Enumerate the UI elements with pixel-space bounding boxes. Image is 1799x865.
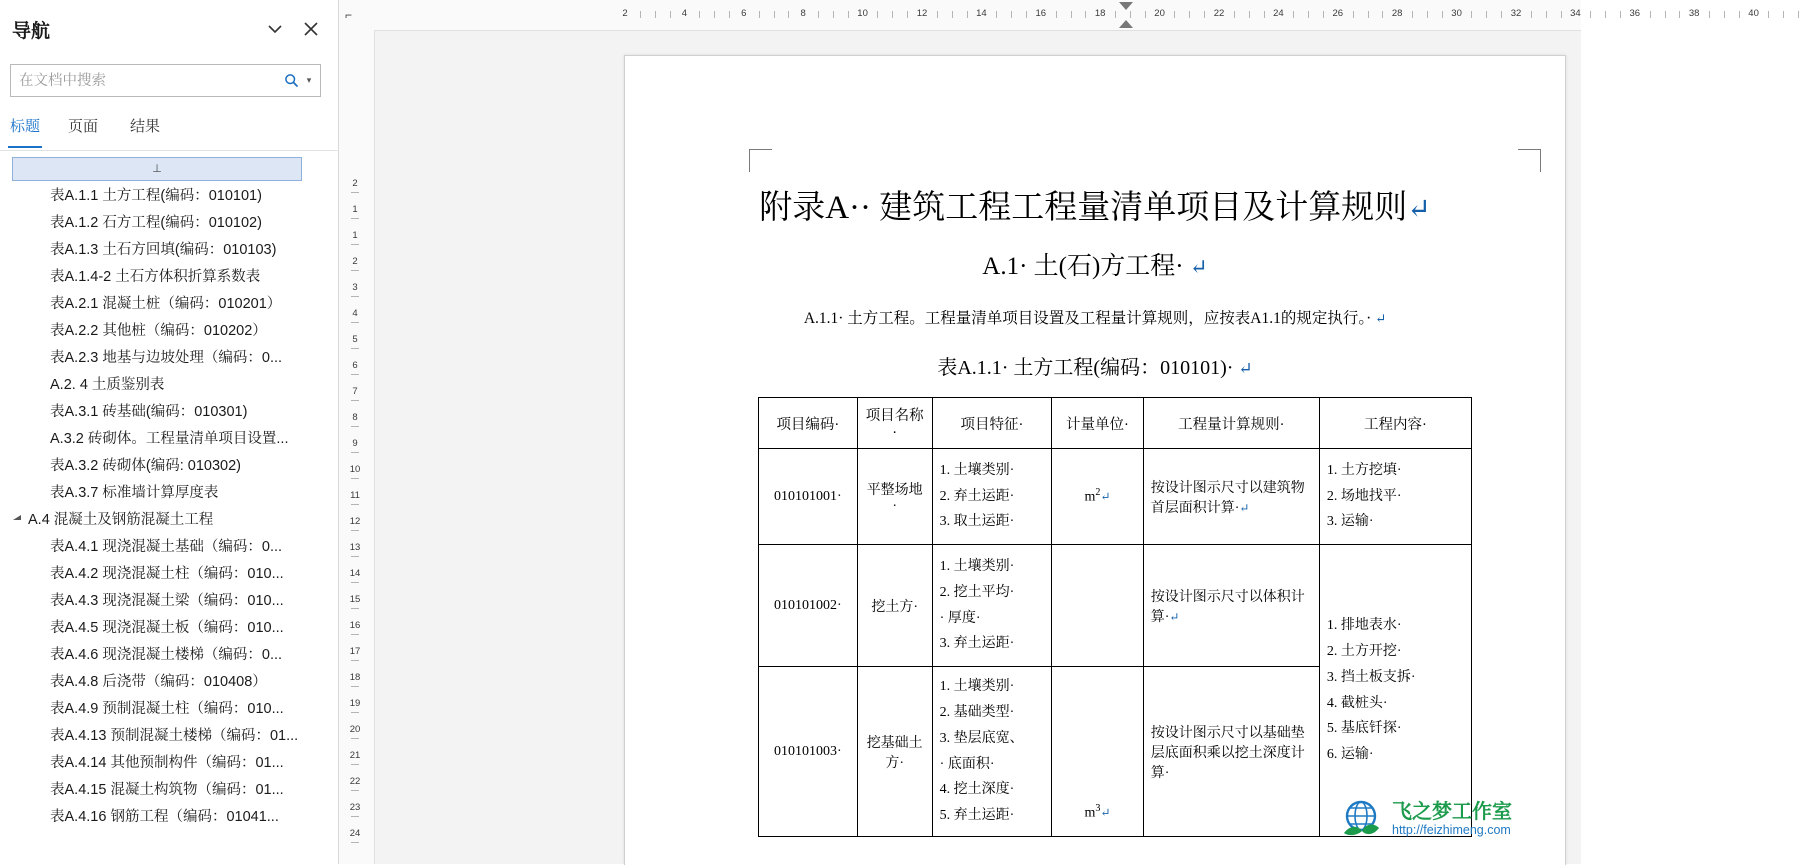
ruler-tick-label: 18 xyxy=(1094,8,1106,19)
ruler-tick xyxy=(1249,11,1250,18)
list-item[interactable]: 表A.1.1 土方工程(编码：010101) xyxy=(50,188,262,204)
list-item[interactable]: 表A.4.2 现浇混凝土柱（编码：010... xyxy=(50,566,284,582)
table-header-cell: 工程内容· xyxy=(1319,398,1471,449)
ruler-tick xyxy=(937,11,938,18)
content-line: 5. 基底钎探· xyxy=(1326,721,1402,737)
pilcrow-icon: ↵ xyxy=(1238,359,1253,378)
ruler-tick-label: 24 xyxy=(1273,8,1284,19)
ruler-tick xyxy=(1115,11,1116,18)
document-heading-1-text: 附录A·· 建筑工程工程量清单项目及计算规则 xyxy=(759,190,1408,226)
table-header-cell: 计量单位· xyxy=(1052,398,1144,449)
ruler-tick xyxy=(351,322,359,323)
table-cell-features xyxy=(932,449,1052,545)
ruler-tick xyxy=(952,11,953,18)
table-cell-name: 挖土方· xyxy=(857,545,932,667)
ruler-tick-label: 2 xyxy=(352,178,358,189)
ruler-tick xyxy=(1724,11,1725,18)
ruler-tick-label: 1 xyxy=(352,230,358,241)
ruler-tick-label: 32 xyxy=(1510,8,1522,19)
ruler-tick-label: 15 xyxy=(349,594,361,605)
ruler-tick xyxy=(655,11,656,18)
ruler-tick xyxy=(1056,11,1057,18)
table-row xyxy=(759,449,1472,545)
globe-icon xyxy=(1338,795,1384,841)
table-header-cell: 项目特征· xyxy=(932,398,1052,449)
list-item[interactable]: 表A.4.8 后浇带（编码：010408） xyxy=(50,674,267,690)
table-cell-code: 010101003· xyxy=(759,667,858,837)
ruler-tick xyxy=(877,11,878,18)
ruler-tick xyxy=(1709,11,1710,18)
ruler-tick xyxy=(1145,11,1146,18)
table-cell-name: 平整场地· xyxy=(857,449,932,545)
content-line: 2. 场地找平· xyxy=(1326,488,1402,504)
document-paragraph xyxy=(625,306,1565,328)
ruler-tick-label: 6 xyxy=(741,8,747,19)
document-heading-2 xyxy=(625,246,1565,282)
ruler-tick-label: 2 xyxy=(352,256,358,267)
ruler-tick xyxy=(1368,11,1369,18)
divider xyxy=(0,150,339,151)
list-item[interactable]: 表A.4.1 现浇混凝土基础（编码：0... xyxy=(50,539,283,555)
content-line: 6. 运输· xyxy=(1326,747,1374,763)
ruler-tick xyxy=(759,11,760,18)
unit-base: m xyxy=(1084,489,1096,505)
ruler-tick xyxy=(640,11,641,18)
ruler-tick xyxy=(1085,11,1086,18)
content-line: 3. 挡土板支拆· xyxy=(1326,669,1416,685)
navigation-tabs xyxy=(0,112,339,146)
ruler-corner-icon[interactable]: ⌐ xyxy=(345,8,353,22)
tab-results[interactable]: 结果 xyxy=(129,118,160,135)
document-paragraph-text: A.1.1· 土方工程。工程量清单项目设置及工程量计算规则，应按表A1.1的规定执行。· xyxy=(803,310,1372,327)
table-cell-name: 挖基础土方· xyxy=(857,667,932,837)
feature-line: 3. 取土运距· xyxy=(939,514,1015,530)
ruler-tick-label: 24 xyxy=(349,828,361,839)
ruler-tick xyxy=(351,374,359,375)
ruler-tick-label: 14 xyxy=(976,8,987,19)
ruler-tick-label: 1 xyxy=(352,204,358,215)
ruler-tick xyxy=(1531,11,1532,18)
chevron-expanded-icon[interactable] xyxy=(12,507,22,534)
feature-line: 2. 基础类型· xyxy=(939,704,1015,720)
search-options-chevron-down-icon[interactable]: ▾ xyxy=(306,75,312,85)
list-item[interactable] xyxy=(12,157,302,181)
ruler-tick xyxy=(351,790,359,791)
ruler-tick-label: 19 xyxy=(349,698,361,709)
ruler-tick xyxy=(1130,11,1131,18)
ruler-tick-label: 10 xyxy=(349,464,361,475)
content-line: 4. 截桩头· xyxy=(1326,695,1388,711)
ruler-tick xyxy=(351,478,359,479)
list-item[interactable]: 表A.1.3 土石方回填(编码：010103) xyxy=(50,242,277,258)
ruler-tick xyxy=(351,426,359,427)
ruler-tick-label: 6 xyxy=(352,360,358,371)
ruler-tick xyxy=(848,11,849,18)
ruler-tick xyxy=(1501,11,1502,18)
ruler-tick xyxy=(1768,11,1769,18)
list-item[interactable]: A.3.2 砖砌体。工程量清单项目设置... xyxy=(50,431,289,447)
feature-line: 3. 垫层底宽、 xyxy=(939,730,1024,746)
ruler-tick xyxy=(818,11,819,18)
watermark xyxy=(1338,793,1553,855)
ruler-tick-label: 26 xyxy=(1332,8,1344,19)
list-item[interactable]: 表A.1.4-2 土石方体积折算系数表 xyxy=(50,269,261,285)
ruler-tick xyxy=(967,11,968,18)
feature-line: 1. 土壤类别· xyxy=(939,462,1015,478)
ruler-tick xyxy=(1546,11,1547,18)
ruler-tick-label: 5 xyxy=(352,334,358,345)
table-cell-unit xyxy=(1052,449,1144,545)
ruler-tick xyxy=(351,452,359,453)
ruler-tick xyxy=(351,738,359,739)
table-cell-features xyxy=(932,545,1052,667)
ruler-tick-label: 9 xyxy=(352,438,358,449)
ruler-tick-label: 16 xyxy=(1035,8,1047,19)
document-heading-1 xyxy=(625,181,1565,228)
horizontal-ruler[interactable] xyxy=(374,0,1759,31)
ruler-tick xyxy=(774,11,775,18)
ruler-tick xyxy=(1071,11,1072,18)
ruler-tick xyxy=(1679,11,1680,18)
tab-pages[interactable]: 页面 xyxy=(67,118,98,135)
ruler-tick-label: 34 xyxy=(1570,8,1581,19)
ruler-tick xyxy=(1650,11,1651,18)
feature-line: 3. 弃土运距· xyxy=(939,636,1015,652)
pilcrow-icon: ↵ xyxy=(1100,489,1111,504)
ruler-tick xyxy=(351,400,359,401)
ruler-tick xyxy=(788,11,789,18)
margin-corner-top-left xyxy=(749,149,772,172)
ruler-tick xyxy=(351,764,359,765)
table-cell-features xyxy=(932,667,1052,837)
ruler-tick xyxy=(351,218,359,219)
ruler-tick xyxy=(1471,11,1472,18)
list-item[interactable]: 表A.2.2 其他桩（编码：010202） xyxy=(50,323,267,339)
list-item[interactable]: 表A.4.5 现浇混凝土板（编码：010... xyxy=(50,620,284,636)
list-item[interactable]: 表A.4.13 预制混凝土楼梯（编码：01... xyxy=(50,728,299,744)
unit-base: m xyxy=(1084,806,1096,821)
feature-line: 2. 挖土平均· xyxy=(939,584,1015,600)
ruler-tick xyxy=(1605,11,1606,18)
pilcrow-icon: ↵ xyxy=(1169,609,1180,624)
ruler-tick-label: 20 xyxy=(349,724,361,735)
ruler-tick-label: 2 xyxy=(622,8,628,19)
ruler-tick xyxy=(1189,11,1190,18)
ruler-tick xyxy=(351,816,359,817)
table-cell-rule xyxy=(1143,545,1319,667)
ruler-tick xyxy=(1264,11,1265,18)
ruler-tick xyxy=(1665,11,1666,18)
list-item[interactable]: 表A.4.16 钢筋工程（编码：01041... xyxy=(50,809,279,825)
feature-line: · 底面积· xyxy=(939,756,995,772)
document-table xyxy=(758,397,1472,837)
list-item[interactable]: 表A.3.2 砖砌体(编码: 010302) xyxy=(50,458,241,474)
list-item-expandable[interactable] xyxy=(0,507,339,534)
unit-exponent: 3 xyxy=(1095,803,1101,815)
pilcrow-icon: ↵ xyxy=(1189,255,1208,279)
ruler-tick-label: 21 xyxy=(349,750,361,761)
feature-line: 1. 土壤类别· xyxy=(939,678,1015,694)
ruler-tick xyxy=(1412,11,1413,18)
ruler-tick-label: 18 xyxy=(349,672,361,683)
ruler-tick-label: 17 xyxy=(349,646,361,657)
ruler-tick-label: 30 xyxy=(1451,8,1462,19)
ruler-tick-label: 4 xyxy=(352,308,358,319)
table-cell-contents xyxy=(1319,449,1471,545)
ruler-tick-label: 12 xyxy=(349,516,361,527)
ruler-tick-label: 20 xyxy=(1154,8,1165,19)
table-cell-code: 010101001· xyxy=(759,449,858,545)
rule-text: 按设计图示尺寸以基础垫层底面积乘以挖土深度计算· xyxy=(1150,725,1305,781)
unit-exponent: 2 xyxy=(1095,487,1101,499)
ruler-tick xyxy=(1011,11,1012,18)
watermark-url: http://feizhimeng.com xyxy=(1392,823,1511,837)
content-line: 1. 排地表水· xyxy=(1326,617,1402,633)
ruler-tick xyxy=(1353,11,1354,18)
ruler-tick-label: 38 xyxy=(1688,8,1700,19)
list-item[interactable]: 表A.4.9 预制混凝土柱（编码：010... xyxy=(50,701,284,717)
search-bar[interactable] xyxy=(10,64,321,97)
table-cell-code: 010101002· xyxy=(759,545,858,667)
ruler-tick xyxy=(1174,11,1175,18)
ruler-tick xyxy=(351,712,359,713)
ruler-tick xyxy=(1561,11,1562,18)
ruler-tick xyxy=(351,582,359,583)
list-item[interactable]: 表A.4.14 其他预制构件（编码：01... xyxy=(50,755,284,771)
rule-text: 按设计图示尺寸以建筑物首层面积计算· xyxy=(1150,480,1305,516)
document-heading-2-text: A.1· 土(石)方工程· xyxy=(982,253,1184,280)
table-header-cell: 工程量计算规则· xyxy=(1143,398,1319,449)
ruler-tick xyxy=(351,270,359,271)
ruler-tick-label: 36 xyxy=(1629,8,1641,19)
ruler-tick-label: 16 xyxy=(349,620,361,631)
ruler-tick xyxy=(351,608,359,609)
ruler-tick xyxy=(351,842,359,843)
ruler-tick-label: 11 xyxy=(350,490,360,501)
feature-line: 1. 土壤类别· xyxy=(939,558,1015,574)
list-item[interactable]: 表A.4.6 现浇混凝土楼梯（编码：0... xyxy=(50,647,283,663)
chevron-down-icon[interactable] xyxy=(260,14,290,44)
ruler-tick-label: 12 xyxy=(916,8,928,19)
document-table-caption-text: 表A.1.1· 土方工程(编码：010101)· xyxy=(937,357,1234,379)
document-area xyxy=(339,0,1759,864)
table-cell-rule xyxy=(1143,449,1319,545)
table-cell-unit xyxy=(1052,545,1144,667)
tab-headings[interactable]: 标题 xyxy=(8,112,42,148)
ruler-tick-label: 3 xyxy=(352,282,358,293)
list-item[interactable]: 表A.2.1 混凝土桩（编码：010201） xyxy=(50,296,282,312)
ruler-tick xyxy=(351,296,359,297)
watermark-text: 飞之梦工作室 xyxy=(1392,801,1512,823)
navigation-header xyxy=(0,0,338,56)
list-item[interactable]: 表A.4.3 现浇混凝土梁（编码：010... xyxy=(50,593,284,609)
table-header-row xyxy=(759,398,1472,449)
ruler-tick xyxy=(351,556,359,557)
ruler-tick xyxy=(1739,11,1740,18)
ruler-tick xyxy=(1234,11,1235,18)
ruler-tick-label: 7 xyxy=(352,386,358,397)
document-table-caption xyxy=(625,351,1565,380)
ruler-tick-label: 22 xyxy=(1213,8,1225,19)
ruler-tick-label: 14 xyxy=(349,568,361,579)
ruler-tick xyxy=(907,11,908,18)
ruler-tick-label: 4 xyxy=(681,8,688,19)
ruler-tick-label: 40 xyxy=(1748,8,1759,19)
feature-line: · 厚度· xyxy=(939,610,981,626)
ruler-tick xyxy=(1382,11,1383,18)
ruler-tick-label: 10 xyxy=(857,8,868,19)
feature-line: 5. 弃土运距· xyxy=(939,808,1015,824)
ruler-tick-label: 8 xyxy=(352,412,358,423)
ruler-tick xyxy=(1323,11,1324,18)
search-icon[interactable] xyxy=(280,73,302,88)
ruler-tick-label: 8 xyxy=(800,8,806,19)
ruler-tick xyxy=(670,11,671,18)
ruler-tick xyxy=(1590,11,1591,18)
content-line: 1. 土方挖填· xyxy=(1326,462,1402,478)
search-input[interactable] xyxy=(11,64,280,97)
ruler-tick xyxy=(699,11,700,18)
table-cell-rule xyxy=(1143,667,1319,837)
ruler-tick xyxy=(351,634,359,635)
pilcrow-icon: ↵ xyxy=(1375,311,1387,326)
indent-marker-bottom xyxy=(1119,20,1133,28)
list-item[interactable]: 表A.2.3 地基与边坡处理（编码：0... xyxy=(50,350,283,366)
table-cell-unit xyxy=(1052,667,1144,837)
content-line: 3. 运输· xyxy=(1326,514,1374,530)
ruler-tick xyxy=(1308,11,1309,18)
table-header-cell: 项目编码· xyxy=(759,398,858,449)
ruler-tick-label: 22 xyxy=(349,776,361,787)
ruler-tick xyxy=(729,11,730,18)
table-row xyxy=(759,545,1472,667)
ruler-tick xyxy=(1620,11,1621,18)
ruler-tick xyxy=(1293,11,1294,18)
ruler-tick xyxy=(1442,11,1443,18)
ruler-tick xyxy=(1783,11,1784,18)
list-item[interactable]: 表A.4.15 混凝土构筑物（编码：01... xyxy=(50,782,284,798)
indent-marker-top xyxy=(1119,2,1133,10)
vertical-ruler[interactable] xyxy=(339,0,375,864)
ruler-tick xyxy=(833,11,834,18)
ruler-tick xyxy=(351,192,359,193)
ruler-tick xyxy=(996,11,997,18)
ruler-tick-label: 13 xyxy=(349,542,361,553)
list-item[interactable]: 表A.3.1 砖基础(编码：010301) xyxy=(50,404,248,420)
ruler-tick xyxy=(714,11,715,18)
ruler-tick xyxy=(351,504,359,505)
ruler-tick xyxy=(1204,11,1205,18)
ruler-tick xyxy=(892,11,893,18)
list-item[interactable]: 表A.1.2 石方工程(编码：010102) xyxy=(50,215,262,231)
navigation-pane xyxy=(0,0,339,864)
pilcrow-icon: ↵ xyxy=(1100,806,1111,820)
ruler-tick-label: 23 xyxy=(349,802,361,813)
list-item-label: A.4 混凝土及钢筋混凝土工程 xyxy=(28,512,214,528)
ruler-tick xyxy=(351,244,359,245)
toc-list xyxy=(0,156,339,864)
margin-corner-top-right xyxy=(1518,149,1541,172)
ruler-tick xyxy=(1427,11,1428,18)
feature-line: 4. 挖土深度· xyxy=(939,782,1015,798)
close-icon[interactable] xyxy=(296,14,326,44)
ruler-tick xyxy=(1026,11,1027,18)
rule-text: 按设计图示尺寸以体积计算· xyxy=(1150,589,1305,625)
pilcrow-icon: ↵ xyxy=(1407,194,1431,225)
ruler-tick xyxy=(1486,11,1487,18)
list-item[interactable]: A.2. 4 土质鉴别表 xyxy=(50,377,165,393)
ruler-tick xyxy=(351,660,359,661)
ruler-tick xyxy=(351,686,359,687)
ruler-tick xyxy=(351,530,359,531)
feature-line: 2. 弃土运距· xyxy=(939,488,1015,504)
page-title: 导航 xyxy=(12,21,51,42)
ruler-tick xyxy=(351,348,359,349)
document-page[interactable] xyxy=(624,55,1566,865)
list-item[interactable]: 表A.3.7 标准墙计算厚度表 xyxy=(50,485,219,501)
ruler-tick-label: 28 xyxy=(1391,8,1403,19)
pilcrow-icon: ↵ xyxy=(1239,500,1250,515)
toc-selected-glyph: ⊥ xyxy=(152,163,162,175)
table-header-cell: 项目名称· xyxy=(857,398,932,449)
content-line: 2. 土方开挖· xyxy=(1326,643,1402,659)
